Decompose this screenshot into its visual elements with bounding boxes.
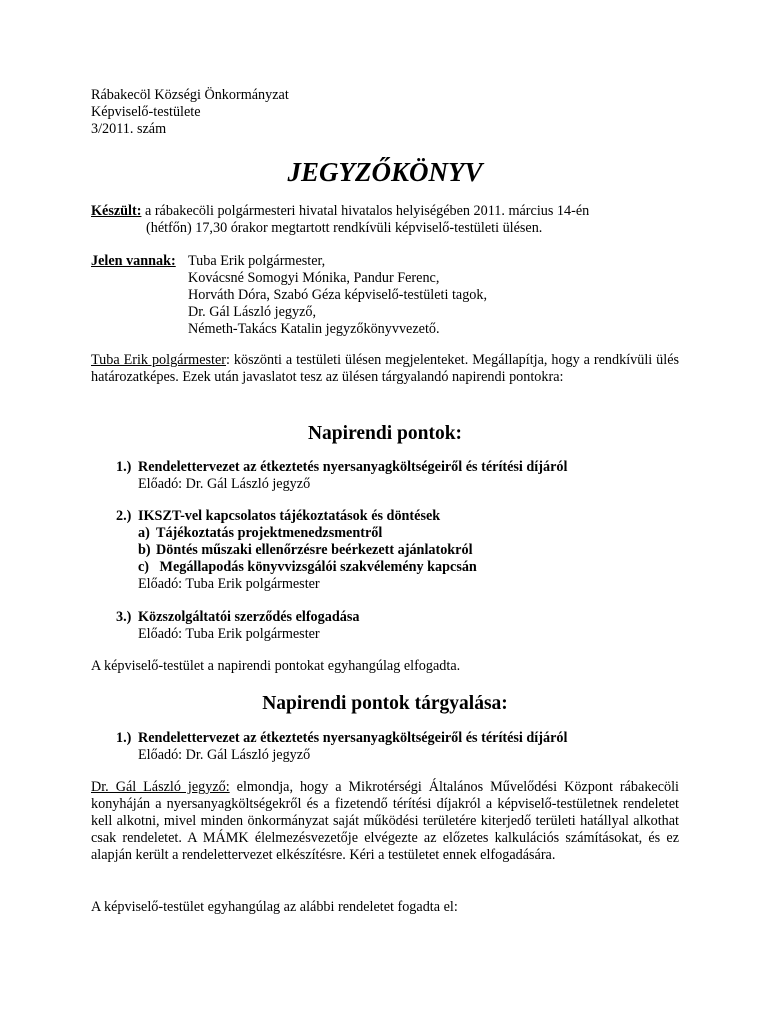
- jegyzo-speaker: Dr. Gál László jegyző:: [91, 779, 230, 795]
- header-line: Képviselő-testülete: [91, 104, 201, 120]
- agenda-presenter: Előadó: Tuba Erik polgármester: [138, 626, 320, 642]
- jegyzo-paragraph: [91, 779, 679, 864]
- attendees-section: [91, 253, 679, 338]
- agenda-title: Közszolgáltatói szerződés elfogadása: [138, 609, 360, 625]
- sub-number: a): [138, 525, 150, 541]
- agenda-title: Rendelettervezet az étkeztetés nyersanyagköltségeiről és térítési díjáról: [138, 730, 568, 746]
- agenda-item-1: [116, 459, 676, 493]
- intro-speaker: Tuba Erik polgármester: [91, 352, 227, 368]
- agenda-title: IKSZT-vel kapcsolatos tájékoztatások és döntések: [138, 508, 441, 524]
- intro-paragraph: [91, 352, 679, 386]
- sub-item: Döntés műszaki ellenőrzésre beérkezett ajánlatokról: [156, 542, 473, 558]
- agenda-title: Rendelettervezet az étkeztetés nyersanyagköltségeiről és térítési díjáról: [138, 459, 568, 475]
- discussion-item-1: [116, 730, 676, 764]
- final-paragraph: A képviselő-testület egyhangúlag az alábbi rendeletet fogadta el:: [91, 899, 458, 915]
- sub-item: Megállapodás könyvvizsgálói szakvélemény kapcsán: [156, 559, 477, 575]
- keszult-text: a rábakecöli polgármesteri hivatal hivatalos helyiségében 2011. március 14-én: [141, 203, 590, 219]
- header-line: Rábakecöl Községi Önkormányzat: [91, 87, 289, 103]
- attendee-line: Tuba Erik polgármester,: [188, 253, 326, 269]
- document-header: [91, 87, 591, 138]
- discussion-heading: Napirendi pontok tárgyalása:: [262, 693, 508, 714]
- sub-item: Tájékoztatás projektmenedzsmentről: [156, 525, 383, 541]
- sub-number: b): [138, 542, 151, 558]
- agenda-item-2: [116, 508, 676, 593]
- header-line: 3/2011. szám: [91, 121, 167, 137]
- agenda-heading: Napirendi pontok:: [307, 423, 463, 444]
- agenda-number: 1.): [116, 459, 132, 475]
- keszult-label: Készült:: [91, 203, 142, 219]
- agenda-number: 2.): [116, 508, 132, 524]
- sub-number: c): [138, 559, 150, 575]
- document-title: JEGYZŐKÖNYV: [287, 157, 483, 187]
- attendee-line: Németh-Takács Katalin jegyzőkönyvvezető.: [188, 321, 440, 337]
- agenda-number: 3.): [116, 609, 132, 625]
- agenda-presenter: Előadó: Dr. Gál László jegyző: [138, 476, 311, 492]
- attendees-label: Jelen vannak:: [91, 253, 176, 269]
- agenda-number: 1.): [116, 730, 132, 746]
- intro-text: : köszönti a testületi ülésen megjelenteket. Megállapítja, hogy a rendkívüli ülés határozatképes. Ezek után javaslatot tesz az ülésen tárgyalandó napirendi pontokra:: [91, 352, 680, 385]
- agenda-presenter: Előadó: Tuba Erik polgármester: [138, 576, 320, 592]
- attendee-line: Horváth Dóra, Szabó Géza képviselő-testületi tagok,: [188, 287, 488, 303]
- jegyzo-text: elmondja, hogy a Mikrotérségi Általános Művelődési Központ rábakecöli konyháján a nyersanyagköltségekről és a fizetendő térítési díjakról a képviselő-testületnek rendeletet kell alkotni, mivel minden önkormányzat saját működési területére kiterjedő területi hatállyal alkothat csak rendeletet. A MÁMK élelmezésvezetője elvégezte az előzetes kalkulációs számításokat, és ez alapján került a rendelettervezet elkészítésre. Kéri a testületet ennek elfogadására.: [91, 779, 679, 863]
- accepted-paragraph: A képviselő-testület a napirendi pontokat egyhangúlag elfogadta.: [91, 658, 461, 674]
- keszult-text-cont: (hétfőn) 17,30 órakor megtartott rendkívüli képviselő-testületi ülésen.: [146, 220, 543, 236]
- attendee-line: Kovácsné Somogyi Mónika, Pandur Ferenc,: [188, 270, 440, 286]
- keszult-paragraph: [91, 203, 679, 237]
- agenda-presenter: Előadó: Dr. Gál László jegyző: [138, 747, 311, 763]
- agenda-item-3: [116, 609, 676, 643]
- attendee-line: Dr. Gál László jegyző,: [188, 304, 317, 320]
